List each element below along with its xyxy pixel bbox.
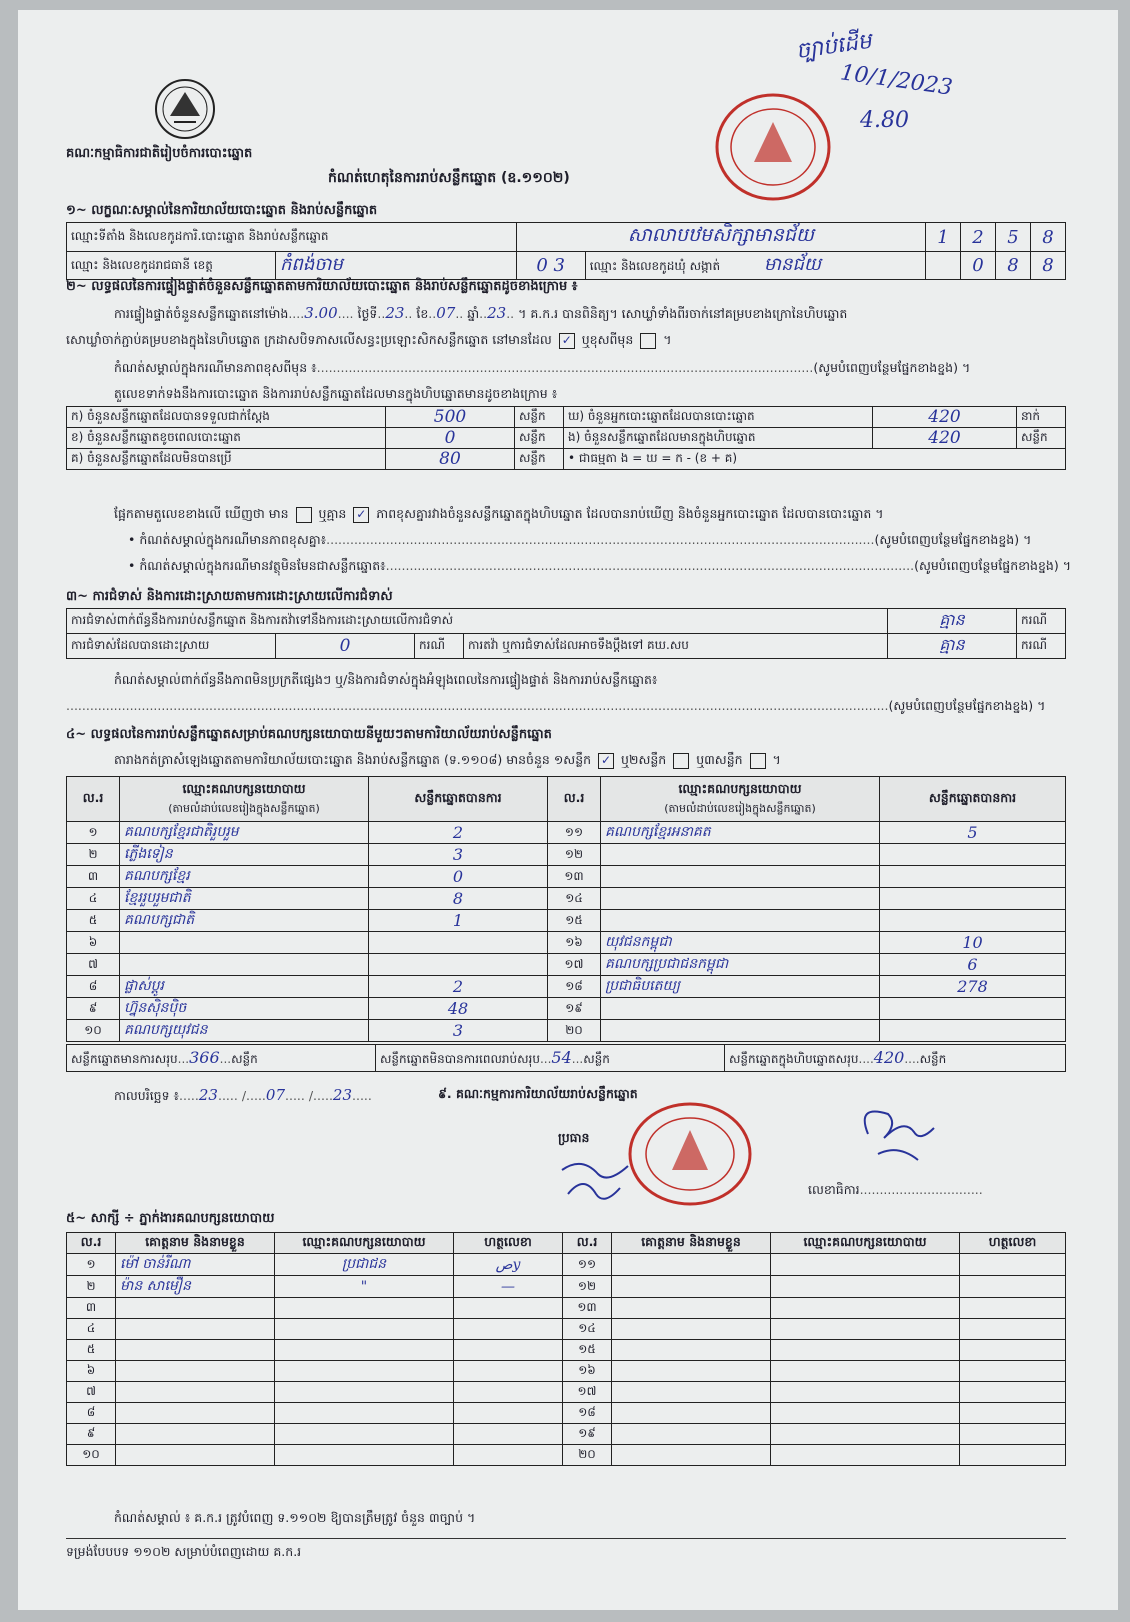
col-no-header: ល.រ xyxy=(67,1233,116,1254)
witness-signature xyxy=(454,1403,563,1424)
stamp-note-1: ច្បាប់ដើម xyxy=(794,28,874,65)
verification-day: 23 xyxy=(385,304,405,322)
party-votes: 1 xyxy=(369,910,548,932)
witness-number: ៥ xyxy=(67,1340,116,1361)
location-value: សាលាបឋមសិក្សាមានជ័យ xyxy=(516,223,925,252)
witness-name xyxy=(612,1361,771,1382)
official-seal-icon xyxy=(714,92,832,202)
witness-number: ១៥ xyxy=(563,1340,612,1361)
count-value: 420 xyxy=(873,428,1017,449)
witness-signature xyxy=(960,1424,1066,1445)
witness-number: ៩ xyxy=(67,1424,116,1445)
verification-year: 23 xyxy=(487,304,507,322)
col-name-header: គោត្តនាម និងនាមខ្លួន xyxy=(612,1233,771,1254)
location-code-digit: 5 xyxy=(996,223,1031,252)
party-votes: 3 xyxy=(369,1020,548,1042)
complaints-label: ការជំទាស់ពាក់ព័ន្ធនឹងការរាប់សន្លឹកឆ្នោត និងការតវ៉ាទៅនឹងការដោះស្រាយលើការជំទាស់ xyxy=(67,609,888,634)
witness-name xyxy=(612,1276,771,1298)
date-day: 23 xyxy=(198,1086,218,1104)
witness-name xyxy=(116,1361,275,1382)
witness-number: ១ xyxy=(67,1254,116,1276)
party-number: ៤ xyxy=(67,888,120,910)
witness-table xyxy=(66,1232,1066,1466)
witness-party xyxy=(771,1403,960,1424)
party-name: គណបក្សយុវជន xyxy=(120,1020,369,1042)
witness-name xyxy=(612,1298,771,1319)
complaints-table xyxy=(66,608,1066,659)
counts-table xyxy=(66,406,1066,470)
count-value: 0 xyxy=(386,428,515,449)
party-number: ៣ xyxy=(67,866,120,888)
party-number: ៩ xyxy=(67,998,120,1020)
witness-row xyxy=(67,1424,1066,1445)
witness-party xyxy=(275,1445,454,1466)
result-row xyxy=(67,822,1066,844)
col-no-header: ល.រ xyxy=(563,1233,612,1254)
compare-line: ផ្អែកតាមតួលេខខាងលើ ឃើញថា មាន ឬគ្មាន ✓ ភាពខុសគ្នារវាងចំនួនសន្លឹកឆ្នោតក្នុងហិបឆ្នោត ដែលបានរាប់ឃើញ និងចំនួនអ្នកបោះឆ្នោត ដែលបានបោះឆ្នោត ។ xyxy=(114,506,884,521)
complaints-value: គ្មាន xyxy=(888,609,1017,634)
footer-note: កំណត់សម្គាល់ ៖ គ.ក.រ ត្រូវបំពេញ ទ.១១០២ ឱ្យបានត្រឹមត្រូវ ចំនួន ៣ច្បាប់ ។ xyxy=(114,1510,476,1525)
no-difference-checkbox[interactable]: ✓ xyxy=(353,507,369,523)
location-code-digit: 2 xyxy=(961,223,996,252)
col-no-header: ល.រ xyxy=(67,777,120,822)
witness-party xyxy=(275,1382,454,1403)
witness-name xyxy=(116,1424,275,1445)
appeal-value: គ្មាន xyxy=(888,634,1017,659)
witness-party: ប្រជាជន xyxy=(275,1254,454,1276)
witness-row xyxy=(67,1403,1066,1424)
resolved-value: 0 xyxy=(276,634,415,659)
witness-name: ម៉ៅ ចាន់រីណា xyxy=(116,1254,275,1276)
witness-row xyxy=(67,1361,1066,1382)
irregularity-note: កំណត់សម្គាល់ពាក់ព័ន្ធនឹងភាពមិនប្រក្រតីផ្សេងៗ ឬ/និងការជំទាស់ក្នុងអំឡុងពេលនៃការផ្ទៀងផ្ទាត់ និងការរាប់សន្លឹកឆ្នោត៖ xyxy=(114,672,658,687)
party-number: ១០ xyxy=(67,1020,120,1042)
province-code: 0 3 xyxy=(516,252,585,280)
col-sig-header: ហត្ថលេខា xyxy=(454,1233,563,1254)
party-name xyxy=(601,888,880,910)
witness-party xyxy=(771,1254,960,1276)
total-valid-cell: សន្លឹកឆ្នោតមានការសរុប...366...សន្លឹក xyxy=(67,1045,376,1072)
col-party-header: ឈ្មោះគណបក្សនយោបាយ xyxy=(275,1233,454,1254)
section5-title: ៥~ សាក្សី ÷ ភ្នាក់ងារគណបក្សនយោបាយ xyxy=(66,1211,275,1226)
total-box-cell: សន្លឹកឆ្នោតក្នុងហិបឆ្នោតសរុប....420....សន្លឹក xyxy=(725,1045,1066,1072)
party-number: ២០ xyxy=(548,1020,601,1042)
total-invalid-cell: សន្លឹកឆ្នោតមិនបានការពេលរាប់សរុប...54...សន្លឹក xyxy=(376,1045,725,1072)
witness-signature xyxy=(960,1361,1066,1382)
witness-name xyxy=(116,1298,275,1319)
party-number: ១៤ xyxy=(548,888,601,910)
witness-number: ២ xyxy=(67,1276,116,1298)
witness-signature xyxy=(960,1254,1066,1276)
witness-number: ១៦ xyxy=(563,1361,612,1382)
witness-number: ១៨ xyxy=(563,1403,612,1424)
date-line: កាលបរិច្ឆេទ ៖.....23..... /.....07..... /.....23..... xyxy=(114,1086,372,1104)
witness-party xyxy=(771,1340,960,1361)
count-unit: សន្លឹក xyxy=(515,428,564,449)
total-box-value: 420 xyxy=(873,1047,905,1067)
witness-number: ១៩ xyxy=(563,1424,612,1445)
count-unit: នាក់ xyxy=(1017,407,1066,428)
witness-party: " xyxy=(275,1276,454,1298)
party-votes xyxy=(880,888,1066,910)
witness-party xyxy=(771,1298,960,1319)
witness-signature xyxy=(960,1403,1066,1424)
result-row xyxy=(67,1020,1066,1042)
party-name: គណបក្សជាតិ xyxy=(120,910,369,932)
witness-party xyxy=(275,1424,454,1445)
same-as-before-checkbox[interactable]: ✓ xyxy=(559,333,575,349)
counts-intro: តួលេខទាក់ទងនឹងការបោះឆ្នោត និងការរាប់សន្លឹកឆ្នោតដែលមានក្នុងហិបឆ្នោតមានដូចខាងក្រោម ៖ xyxy=(114,386,558,401)
party-votes: 2 xyxy=(369,976,548,998)
location-code-digit: 8 xyxy=(1031,223,1066,252)
witness-row xyxy=(67,1445,1066,1466)
appeal-unit: ករណី xyxy=(1017,634,1066,659)
witness-number: ៣ xyxy=(67,1298,116,1319)
witness-name xyxy=(612,1445,771,1466)
witness-signature xyxy=(960,1298,1066,1319)
count-value: 500 xyxy=(386,407,515,428)
witness-name xyxy=(612,1319,771,1340)
result-row xyxy=(67,954,1066,976)
witness-number: ៤ xyxy=(67,1319,116,1340)
party-name xyxy=(601,910,880,932)
witness-signature: — xyxy=(454,1276,563,1298)
two-sheet-checkbox[interactable] xyxy=(673,753,689,769)
witness-party xyxy=(771,1276,960,1298)
count-label: ខ) ចំនួនសន្លឹកឆ្នោតខូចពេលបោះឆ្នោត xyxy=(67,428,386,449)
col-votes-header: សន្លឹកឆ្នោតបានការ xyxy=(369,777,548,822)
result-row xyxy=(67,976,1066,998)
party-name: យុវជនកម្ពុជា xyxy=(601,932,880,954)
col-name-header: គោត្តនាម និងនាមខ្លួន xyxy=(116,1233,275,1254)
result-row xyxy=(67,932,1066,954)
party-name: ហ្វ៊ុនស៊ិនប៉ិច xyxy=(120,998,369,1020)
party-number: ៨ xyxy=(67,976,120,998)
witness-number: ១០ xyxy=(67,1445,116,1466)
witness-name xyxy=(116,1403,275,1424)
date-year: 23 xyxy=(332,1086,353,1104)
witness-name xyxy=(612,1254,771,1276)
one-sheet-checkbox[interactable]: ✓ xyxy=(598,753,614,769)
different-checkbox[interactable] xyxy=(640,333,656,349)
witness-row xyxy=(67,1340,1066,1361)
party-number: ៧ xyxy=(67,954,120,976)
party-number: ៦ xyxy=(67,932,120,954)
witness-number: ១៧ xyxy=(563,1382,612,1403)
party-votes xyxy=(880,910,1066,932)
party-votes: 278 xyxy=(880,976,1066,998)
witness-party xyxy=(771,1319,960,1340)
party-number: ២ xyxy=(67,844,120,866)
party-votes: 3 xyxy=(369,844,548,866)
party-name: គណបក្សខ្មែរ xyxy=(120,866,369,888)
count-label: ង) ចំនួនសន្លឹកឆ្នោតដែលមានក្នុងហិបឆ្នោត xyxy=(564,428,873,449)
footer-divider xyxy=(66,1538,1066,1539)
witness-party xyxy=(771,1445,960,1466)
section4-title: ៤~ លទ្ធផលនៃការរាប់សន្លឹកឆ្នោតសម្រាប់គណបក្សនយោបាយនីមួយៗតាមការិយាល័យរាប់សន្លឹកឆ្នោត xyxy=(66,727,552,742)
party-name: គណបក្សខ្មែរអនាគត xyxy=(601,822,880,844)
witness-number: ១៣ xyxy=(563,1298,612,1319)
count-row xyxy=(67,407,1066,428)
witness-name xyxy=(612,1340,771,1361)
has-difference-checkbox[interactable] xyxy=(296,507,312,523)
section1-table xyxy=(66,222,1066,280)
witness-name xyxy=(612,1424,771,1445)
org-name: គណៈកម្មាធិការជាតិរៀបចំការបោះឆ្នោត xyxy=(66,146,253,161)
party-number: ១២ xyxy=(548,844,601,866)
party-votes: 2 xyxy=(369,822,548,844)
witness-number: ១២ xyxy=(563,1276,612,1298)
date-month: 07 xyxy=(265,1086,285,1104)
witness-number: ៧ xyxy=(67,1382,116,1403)
witness-row xyxy=(67,1276,1066,1298)
witness-signature xyxy=(454,1424,563,1445)
party-votes: 48 xyxy=(369,998,548,1020)
witness-signature xyxy=(454,1382,563,1403)
party-name xyxy=(601,1020,880,1042)
col-party-header: ឈ្មោះគណបក្សនយោបាយ (តាមលំដាប់លេខរៀងក្នុងសន្លឹកឆ្នោត) xyxy=(601,777,880,822)
count-unit: សន្លឹក xyxy=(1017,428,1066,449)
result-row xyxy=(67,910,1066,932)
party-name xyxy=(601,866,880,888)
verification-month: 07 xyxy=(436,304,456,322)
witness-number: ១៤ xyxy=(563,1319,612,1340)
party-votes xyxy=(369,932,548,954)
witness-signature xyxy=(960,1276,1066,1298)
result-row xyxy=(67,866,1066,888)
bullet-difference: • កំណត់សម្គាល់ក្នុងករណីមានភាពខុសគ្នា៖..........................................................................................................................................(សូមបំពេញបន្ថែមផ្នែកខាងខ្នង) ។ xyxy=(128,532,1032,547)
witness-signature xyxy=(454,1445,563,1466)
witness-row xyxy=(67,1298,1066,1319)
witness-party xyxy=(771,1424,960,1445)
party-votes xyxy=(369,954,548,976)
complaints-unit: ករណី xyxy=(1017,609,1066,634)
party-votes xyxy=(880,844,1066,866)
witness-signature xyxy=(454,1298,563,1319)
witness-signature xyxy=(454,1319,563,1340)
col-sig-header: ហត្ថលេខា xyxy=(960,1233,1066,1254)
section3-title: ៣~ ការជំទាស់ និងការដោះស្រាយតាមការដោះស្រាយលើការជំទាស់ xyxy=(66,589,393,604)
party-votes: 6 xyxy=(880,954,1066,976)
stamp-note-3: 4.80 xyxy=(860,108,909,133)
form-title: កំណត់ហេតុនៃការរាប់សន្លឹកឆ្នោត (ឧ.១១០២) xyxy=(328,170,570,186)
party-name: ប្រជាធិបតេយ្យ xyxy=(601,976,880,998)
party-votes xyxy=(880,866,1066,888)
count-unit: សន្លឹក xyxy=(515,407,564,428)
witness-party xyxy=(275,1340,454,1361)
party-votes xyxy=(880,998,1066,1020)
witness-number: ៦ xyxy=(67,1361,116,1382)
witness-number: ១១ xyxy=(563,1254,612,1276)
chair-signature-icon xyxy=(558,1150,638,1210)
witness-signature xyxy=(454,1361,563,1382)
party-name: ភ្លើងទៀន xyxy=(120,844,369,866)
count-row xyxy=(67,428,1066,449)
count-label: គ) ចំនួនសន្លឹកឆ្នោតដែលមិនបានប្រើ xyxy=(67,449,386,470)
footer-text: ទម្រង់បែបបទ ១១០២ សម្រាប់បំពេញដោយ គ.ក.រ xyxy=(66,1544,302,1559)
commune-code-digit: 8 xyxy=(1031,252,1066,280)
formula-note: • ជាធម្មតា ង = ឃ = ក - (ខ + គ) xyxy=(564,449,1066,470)
committee-seal-icon xyxy=(626,1100,754,1208)
col-party-header: ឈ្មោះគណបក្សនយោបាយ xyxy=(771,1233,960,1254)
party-number: ១៧ xyxy=(548,954,601,976)
commune-value: មានជ័យ xyxy=(763,254,822,275)
witness-party xyxy=(275,1319,454,1340)
party-votes: 8 xyxy=(369,888,548,910)
witness-party xyxy=(771,1361,960,1382)
party-name xyxy=(601,998,880,1020)
col-votes-header: សន្លឹកឆ្នោតបានការ xyxy=(880,777,1066,822)
section2-title: ២~ លទ្ធផលនៃការផ្ទៀងផ្ទាត់ចំនួនសន្លឹកឆ្នោតតាមការិយាល័យបោះឆ្នោត និងរាប់សន្លឹកឆ្នោតដូចខាងក្រោម ៖ xyxy=(66,279,578,294)
party-name: គណបក្សប្រជាជនកម្ពុជា xyxy=(601,954,880,976)
secretary-line: លេខាធិការ............................... xyxy=(808,1182,983,1197)
appeal-label: ការតវ៉ា ឬការជំទាស់ដែលអាចទឹងប្តឹងទៅ គឃ.សប xyxy=(464,634,888,659)
col-party-header: ឈ្មោះគណបក្សនយោបាយ (តាមលំដាប់លេខរៀងក្នុងសន្លឹកឆ្នោត) xyxy=(120,777,369,822)
party-number: ៥ xyxy=(67,910,120,932)
witness-signature xyxy=(960,1319,1066,1340)
witness-name xyxy=(116,1319,275,1340)
commune-label: ឈ្មោះ និងលេខកូដឃុំ សង្កាត់ មានជ័យ xyxy=(585,252,925,280)
witness-name xyxy=(612,1382,771,1403)
results-table xyxy=(66,776,1066,1042)
witness-number: ២០ xyxy=(563,1445,612,1466)
witness-name xyxy=(116,1445,275,1466)
totals-table xyxy=(66,1044,1066,1072)
witness-signature xyxy=(960,1340,1066,1361)
party-name xyxy=(601,844,880,866)
resolved-label: ការជំទាស់ដែលបានដោះស្រាយ xyxy=(67,634,276,659)
verification-line-2: សោឃ្លាំចាក់ភ្ជាប់គម្របខាងក្នុងនៃហិបឆ្នោត ក្រដាសបិទភាសលើសន្ធះប្រឡោះសិកសន្លឹកឆ្នោត នៅមានដែល ✓ ឬខុសពីមុន ។ xyxy=(66,332,672,347)
total-invalid-value: 54 xyxy=(551,1047,572,1067)
count-value: 420 xyxy=(873,407,1017,428)
nec-emblem-icon xyxy=(154,78,216,140)
witness-name xyxy=(612,1403,771,1424)
witness-row xyxy=(67,1382,1066,1403)
witness-party xyxy=(275,1361,454,1382)
count-unit: សន្លឹក xyxy=(515,449,564,470)
party-name xyxy=(120,932,369,954)
three-sheet-checkbox[interactable] xyxy=(750,753,766,769)
witness-name: ម៉ាន សាមឿន xyxy=(116,1276,275,1298)
col-no-header: ល.រ xyxy=(548,777,601,822)
bullet-nonballot: • កំណត់សម្គាល់ក្នុងករណីមានវត្ថុមិនមែនជាសន្លឹកឆ្នោត៖.....................................................................................................................................(សូមបំពេញបន្ថែមផ្នែកខាងខ្នង) ។ xyxy=(128,558,1071,573)
form-sheet xyxy=(18,10,1118,1610)
witness-signature xyxy=(454,1340,563,1361)
witness-signature xyxy=(960,1382,1066,1403)
difference-note-line: កំណត់សម្គាល់ក្នុងករណីមានភាពខុសពីមុន ៖.............................................................................................................................(សូមបំពេញបន្ថែមផ្នែកខាងខ្នង) ។ xyxy=(114,360,971,375)
result-row xyxy=(67,888,1066,910)
province-value: កំពង់ចាម xyxy=(276,252,517,280)
witness-name xyxy=(116,1382,275,1403)
location-label: ឈ្មោះទីតាំង និងលេខកូដការិ.បោះឆ្នោត និងរាប់សន្លឹកឆ្នោត xyxy=(67,223,517,252)
witness-row xyxy=(67,1319,1066,1340)
verification-line-1: ការផ្ទៀងផ្ទាត់ចំនួនសន្លឹកឆ្នោតនៅម៉ោង....3.00.... ថ្ងៃទី..23.. ខែ..07.. ឆ្នាំ..23.. ។ គ.ក.រ បានពិនិត្យ។ សោឃ្លាំទាំងពីរចាក់នៅគម្របខាងក្រោនៃហិបឆ្នោត xyxy=(114,304,848,322)
party-name: គណបក្សខ្មែរជាតិរួបរួម xyxy=(120,822,369,844)
witness-number: ៨ xyxy=(67,1403,116,1424)
witness-party xyxy=(771,1382,960,1403)
party-number: ១៣ xyxy=(548,866,601,888)
count-label: ឃ) ចំនួនអ្នកបោះឆ្នោតដែលបានបោះឆ្នោត xyxy=(564,407,873,428)
total-valid-value: 366 xyxy=(189,1047,220,1067)
count-value: 80 xyxy=(386,449,515,470)
commune-code-digit: 8 xyxy=(996,252,1031,280)
section1-title: ១~ លក្ខណៈសម្គាល់នៃការិយាល័យបោះឆ្នោត និងរាប់សន្លឹកឆ្នោត xyxy=(66,203,378,218)
party-name: ខ្មែររួបរួមជាតិ xyxy=(120,888,369,910)
witness-party xyxy=(275,1298,454,1319)
party-number: ១៨ xyxy=(548,976,601,998)
party-votes: 5 xyxy=(880,822,1066,844)
party-name xyxy=(120,954,369,976)
party-name: ផ្លាស់ប្តូរ xyxy=(120,976,369,998)
party-number: ១៦ xyxy=(548,932,601,954)
count-row xyxy=(67,449,1066,470)
witness-signature xyxy=(960,1445,1066,1466)
chair-label: ប្រធាន xyxy=(558,1130,590,1145)
party-number: ១៥ xyxy=(548,910,601,932)
committee-label: ៩. គណៈកម្មការការិយាល័យរាប់សន្លឹកឆ្នោត xyxy=(438,1086,638,1101)
location-code-digit: 1 xyxy=(926,223,961,252)
stamp-note-2: 10/1/2023 xyxy=(838,60,955,101)
witness-name xyxy=(116,1340,275,1361)
verification-time: 3.00 xyxy=(304,304,338,322)
irregularity-fill-line: ...............................................................................................................................................................................................................(សូមបំពេញបន្ថែមផ្នែកខាងខ្នង) ។ xyxy=(66,698,1046,713)
party-number: ១១ xyxy=(548,822,601,844)
party-votes xyxy=(880,1020,1066,1042)
result-row xyxy=(67,844,1066,866)
resolved-unit: ករណី xyxy=(415,634,464,659)
tally-sheet-line: តារាងកត់ត្រាសំឡេងឆ្នោតតាមការិយាល័យបោះឆ្នោត និងរាប់សន្លឹកឆ្នោត (ទ.១១០៨) មានចំនួន ១សន្លឹក ✓ ឬ២សន្លឹក ឬ៣សន្លឹក ។ xyxy=(114,752,781,767)
party-number: ១៩ xyxy=(548,998,601,1020)
commune-code-digit: 0 xyxy=(961,252,996,280)
party-votes: 10 xyxy=(880,932,1066,954)
witness-party xyxy=(275,1403,454,1424)
province-label: ឈ្មោះ និងលេខកូដរាជធានី ខេត្ត xyxy=(67,252,276,280)
count-label: ក) ចំនួនសន្លឹកឆ្នោតដែលបានទទួលជាក់ស្តែង xyxy=(67,407,386,428)
result-row xyxy=(67,998,1066,1020)
witness-row xyxy=(67,1254,1066,1276)
party-number: ១ xyxy=(67,822,120,844)
party-votes: 0 xyxy=(369,866,548,888)
witness-signature: ﺹy xyxy=(454,1254,563,1276)
secretary-signature-icon xyxy=(848,1104,958,1174)
